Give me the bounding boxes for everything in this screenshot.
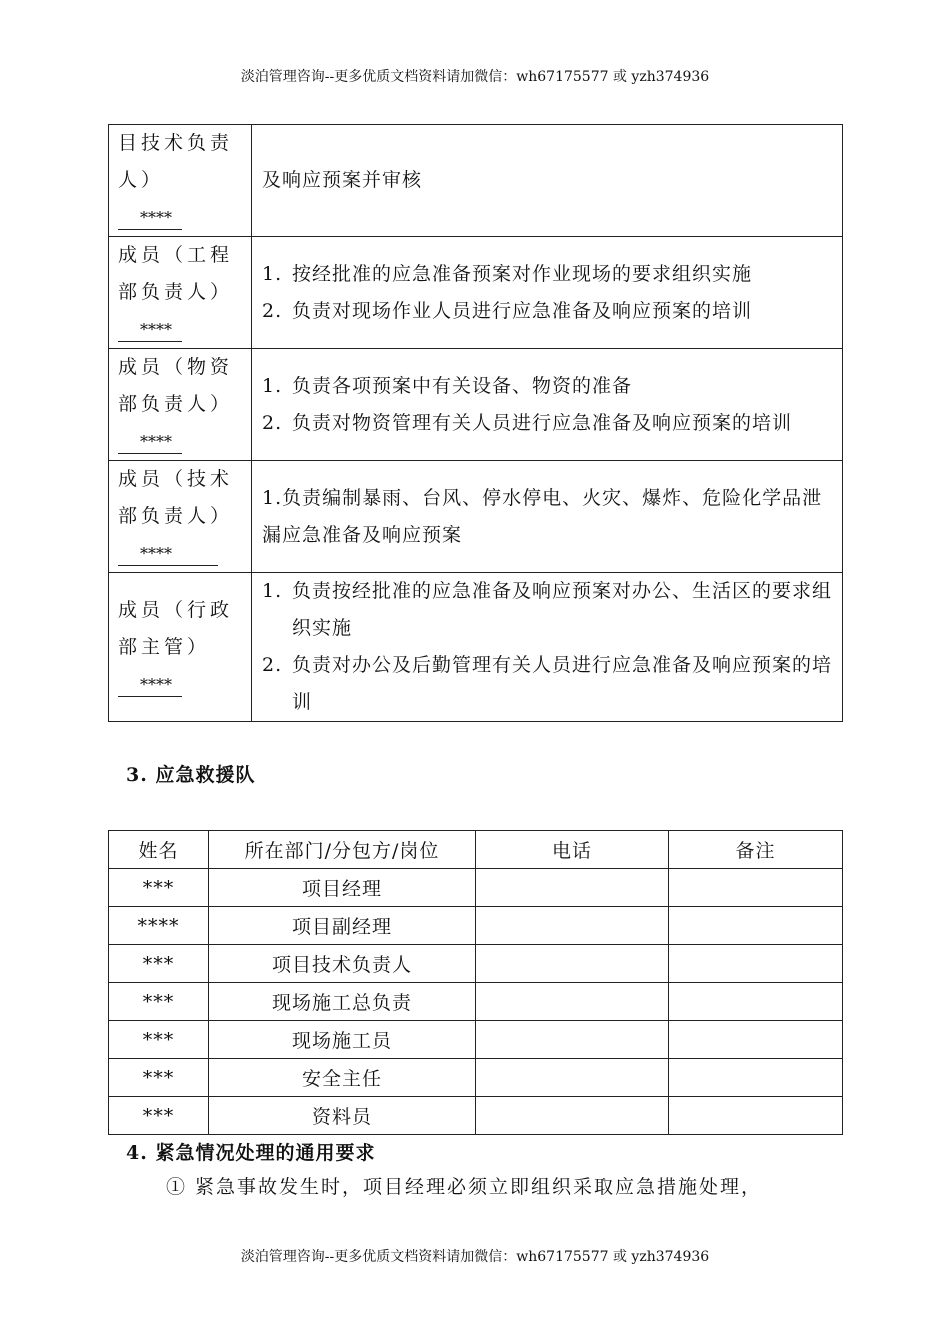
duty-text: 按经批准的应急准备预案对作业现场的要求组织实施	[292, 262, 753, 285]
remark-cell	[669, 1097, 843, 1135]
role-title: 成员（行政	[118, 598, 234, 621]
remark-cell	[669, 983, 843, 1021]
phone-cell	[476, 1059, 669, 1097]
name-cell: ***	[109, 869, 209, 907]
role-title: 部负责人）	[118, 505, 234, 527]
role-cell	[109, 125, 252, 237]
role-title: 部主管）	[118, 635, 211, 658]
duty-text: 及响应预案并审核	[262, 169, 423, 191]
table-row	[109, 907, 843, 945]
department-cell: 现场施工总负责	[209, 983, 476, 1021]
department-cell: 项目技术负责人	[209, 945, 476, 983]
duty-item	[262, 256, 836, 293]
remark-cell	[669, 1059, 843, 1097]
person-name: ****	[118, 427, 182, 454]
duty-number: 1.	[262, 580, 283, 602]
phone-cell	[476, 983, 669, 1021]
role-title: 成员（工程	[118, 244, 234, 266]
person-name: ****	[118, 203, 182, 230]
header-cell: 所在部门/分包方/岗位	[209, 831, 476, 869]
name-cell: ****	[109, 907, 209, 945]
duty-item	[262, 293, 836, 330]
role-cell	[109, 237, 252, 349]
role-cell	[109, 461, 252, 573]
duty-text: 负责按经批准的应急准备及响应预案对办公、生活区的要求组织实施	[292, 580, 833, 639]
header-cell: 电话	[476, 831, 669, 869]
duty-item	[262, 405, 836, 442]
department-cell: 现场施工员	[209, 1021, 476, 1059]
remark-cell	[669, 1021, 843, 1059]
phone-cell	[476, 869, 669, 907]
paragraph: ① 紧急事故发生时，项目经理必须立即组织采取应急措施处理，	[166, 1176, 763, 1198]
person-name: ****	[118, 670, 182, 697]
role-cell	[109, 349, 252, 461]
table-row	[109, 945, 843, 983]
table-row	[109, 237, 843, 349]
duty-item	[262, 368, 836, 405]
page-footer: 淡泊管理咨询--更多优质文档资料请加微信：wh67175577 或 yzh374936	[240, 1249, 710, 1265]
duty-cell	[252, 349, 843, 461]
role-title: 目技术负责	[118, 132, 234, 154]
name-cell: ***	[109, 1097, 209, 1135]
duty-cell	[252, 573, 843, 722]
role-title: 成员（物资	[118, 356, 234, 378]
duty-item	[262, 162, 836, 199]
name-cell: ***	[109, 983, 209, 1021]
duty-cell	[252, 125, 843, 237]
table-row	[109, 1021, 843, 1059]
phone-cell	[476, 907, 669, 945]
role-title: 部负责人）	[118, 281, 234, 303]
remark-cell	[669, 945, 843, 983]
duty-number: 2.	[262, 411, 283, 434]
department-cell: 项目经理	[209, 869, 476, 907]
name-cell: ***	[109, 945, 209, 983]
duty-text: 负责各项预案中有关设备、物资的准备	[292, 374, 633, 397]
role-title: 人）	[118, 169, 165, 191]
remark-cell	[669, 869, 843, 907]
phone-cell	[476, 1097, 669, 1135]
name-cell: ***	[109, 1059, 209, 1097]
section-4-heading: 4. 紧急情况处理的通用要求	[126, 1142, 376, 1164]
table-row	[109, 983, 843, 1021]
duty-text: 负责对现场作业人员进行应急准备及响应预案的培训	[292, 299, 753, 322]
duty-number: 2.	[262, 299, 283, 322]
duty-number: 2.	[262, 654, 283, 676]
department-cell: 安全主任	[209, 1059, 476, 1097]
header-cell: 备注	[669, 831, 843, 869]
department-cell: 资料员	[209, 1097, 476, 1135]
section-3-heading: 3. 应急救援队	[126, 764, 256, 786]
phone-cell	[476, 1021, 669, 1059]
table-row	[109, 1097, 843, 1135]
duty-text: 1.负责编制暴雨、台风、停水停电、火灾、爆炸、危险化学品泄漏应急准备及响应预案	[262, 486, 823, 546]
table-row	[109, 1059, 843, 1097]
table-row	[109, 869, 843, 907]
table-row	[109, 461, 843, 573]
responsibility-table	[108, 124, 843, 722]
duty-item	[262, 480, 836, 554]
person-name: ****	[118, 539, 218, 566]
table-header-row	[109, 831, 843, 869]
rescue-team-table	[108, 830, 843, 1135]
table-row	[109, 125, 843, 237]
name-cell: ***	[109, 1021, 209, 1059]
duty-text: 负责对办公及后勤管理有关人员进行应急准备及响应预案的培训	[292, 654, 833, 713]
duty-cell	[252, 461, 843, 573]
duty-text: 负责对物资管理有关人员进行应急准备及响应预案的培训	[292, 411, 793, 434]
role-cell	[109, 573, 252, 722]
table-row	[109, 573, 843, 722]
table-row	[109, 349, 843, 461]
duty-cell	[252, 237, 843, 349]
remark-cell	[669, 907, 843, 945]
duty-number: 1.	[262, 262, 283, 285]
department-cell: 项目副经理	[209, 907, 476, 945]
duty-item	[262, 647, 836, 721]
phone-cell	[476, 945, 669, 983]
role-title: 部负责人）	[118, 393, 234, 415]
page-header: 淡泊管理咨询--更多优质文档资料请加微信：wh67175577 或 yzh374936	[240, 69, 710, 85]
person-name: ****	[118, 315, 182, 342]
header-cell: 姓名	[109, 831, 209, 869]
role-title: 成员（技术	[118, 468, 234, 490]
duty-number: 1.	[262, 374, 283, 397]
duty-item	[262, 573, 836, 647]
